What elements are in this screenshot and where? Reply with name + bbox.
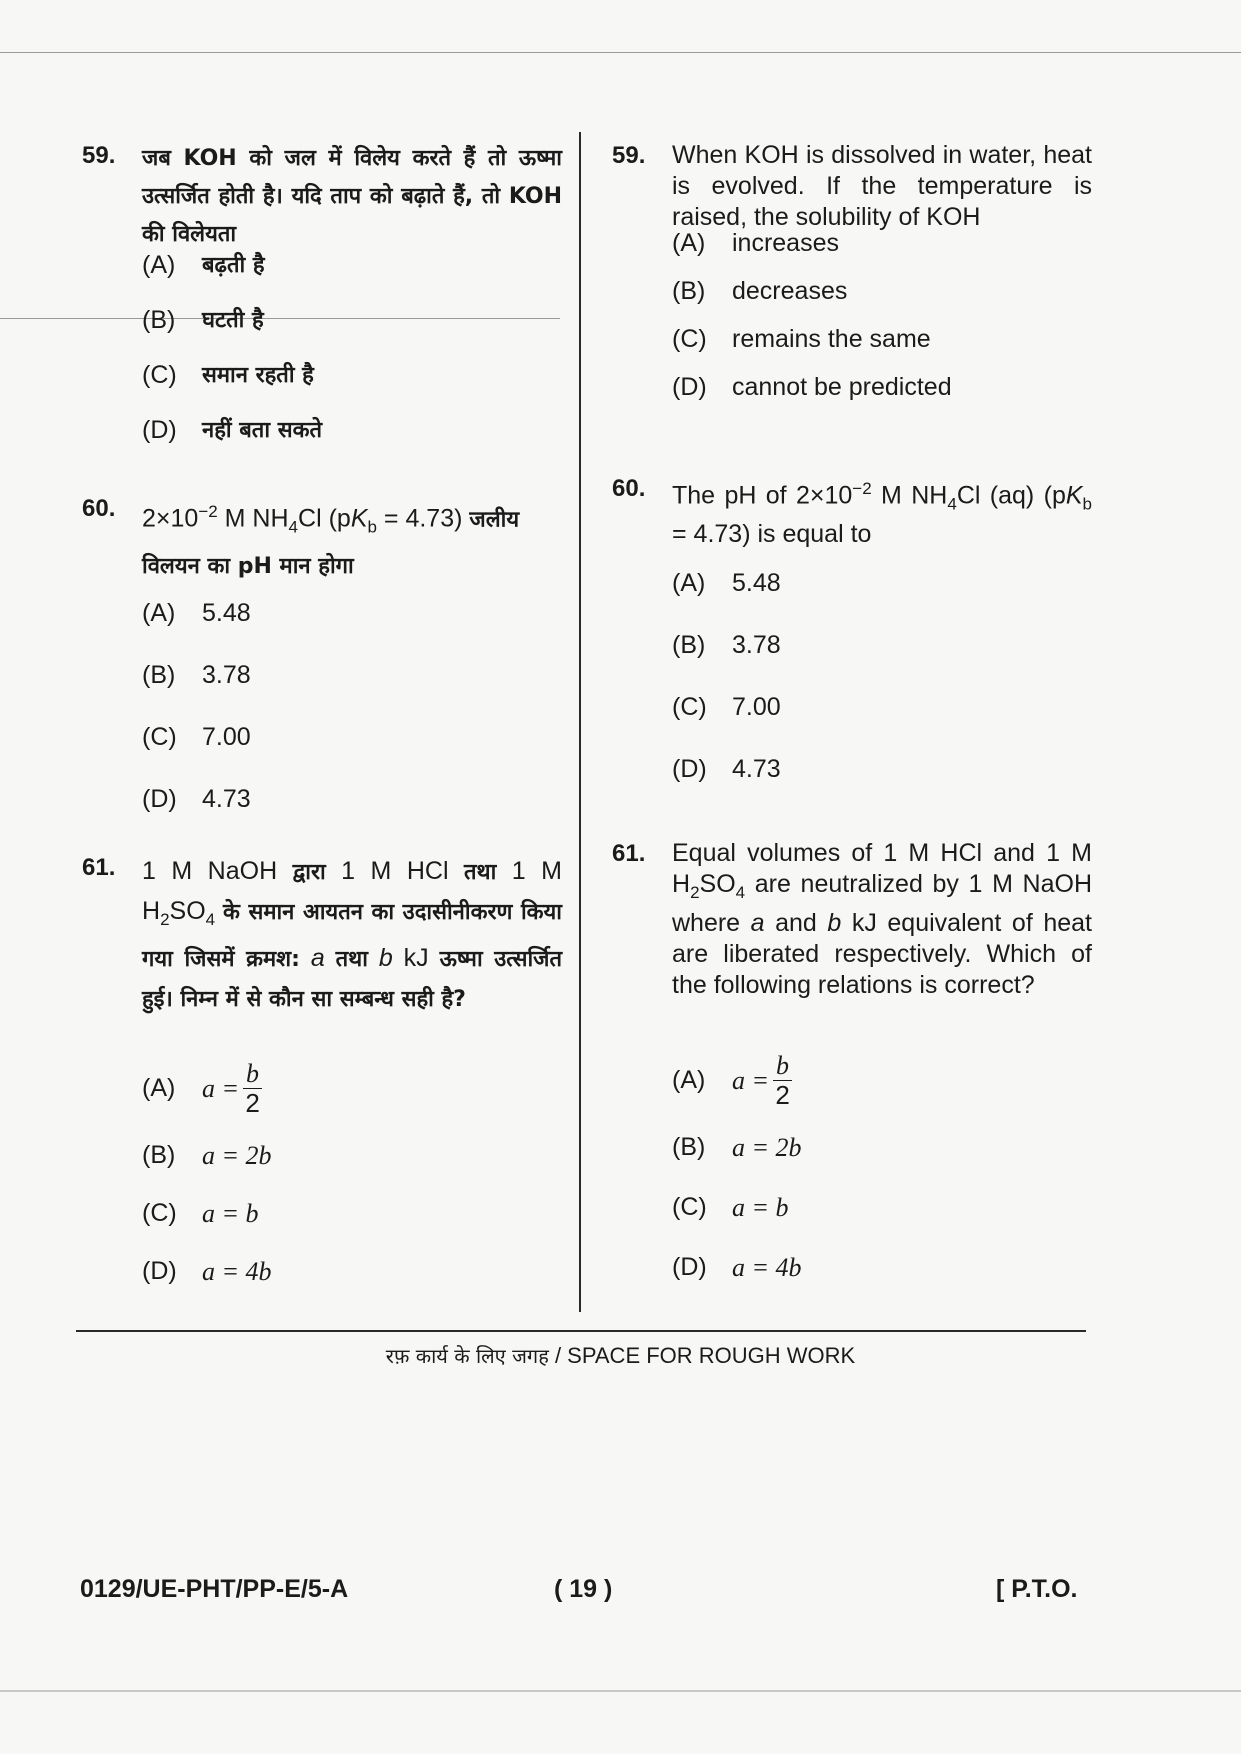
question-number: 59. bbox=[612, 142, 646, 169]
question-number: 60. bbox=[82, 495, 116, 522]
fraction: $\frac{b}{2}$ bbox=[243, 1060, 262, 1117]
pto-label: [ P.T.O. bbox=[996, 1575, 1078, 1603]
option-d[interactable]: (D) a = 4b bbox=[672, 1253, 802, 1282]
rough-work-separator bbox=[76, 1330, 1086, 1332]
option-c[interactable]: (C) 7.00 bbox=[672, 693, 781, 721]
question-text: The pH of $2\times 10^{-2}$ M $NH_4Cl$ (aq) $(pK_b = 4.73)$ is equal to bbox=[672, 479, 1093, 549]
option-d[interactable]: (D) 4.73 bbox=[672, 755, 781, 783]
question-text: 1 M NaOH द्वारा 1 M HCl तथा 1 M $H_2SO_4$ के समान आयतन का उदासीनीकरण किया गया जिसमें क्रमश: a तथा b kJ ऊष्मा उत्सर्जित हुई। निम्न में से कौन सा सम्बन्ध सही है? bbox=[142, 857, 563, 1012]
question-number: 60. bbox=[612, 475, 646, 502]
option-c[interactable]: (C) a = b bbox=[142, 1199, 259, 1228]
option-b[interactable]: (B) decreases bbox=[672, 277, 848, 305]
column-divider bbox=[579, 132, 581, 1312]
option-a[interactable]: (A) a = $\frac{b}{2}$ bbox=[142, 1060, 262, 1117]
option-a[interactable]: (A) 5.48 bbox=[142, 599, 251, 627]
question-59-hindi bbox=[82, 140, 562, 254]
option-d[interactable]: (D) नहीं बता सकते bbox=[142, 416, 323, 444]
scan-artifact-line bbox=[0, 52, 1241, 53]
option-b[interactable]: (B) a = 2b bbox=[142, 1141, 272, 1170]
option-b[interactable]: (B) a = 2b bbox=[672, 1133, 802, 1162]
question-61-english bbox=[612, 838, 1092, 1001]
paper-code: 0129/UE-PHT/PP-E/5-A bbox=[80, 1575, 349, 1603]
option-a[interactable]: (A) a = $\frac{b}{2}$ bbox=[672, 1052, 792, 1109]
fraction: $\frac{b}{2}$ bbox=[773, 1052, 792, 1109]
page-number: ( 19 ) bbox=[554, 1575, 613, 1603]
question-61-hindi bbox=[82, 852, 562, 1019]
rough-work-label: रफ़ कार्य के लिए जगह / SPACE FOR ROUGH WORK bbox=[385, 1343, 856, 1368]
option-d[interactable]: (D) cannot be predicted bbox=[672, 373, 952, 401]
option-c[interactable]: (C) समान रहती है bbox=[142, 361, 314, 389]
question-text: $2\times 10^{-2}$ M $NH_4Cl$ $(pK_b = 4.73)$ जलीय विलयन का pH मान होगा bbox=[142, 502, 520, 580]
option-a[interactable]: (A) increases bbox=[672, 229, 839, 257]
option-b[interactable]: (B) 3.78 bbox=[672, 631, 781, 659]
option-d[interactable]: (D) a = 4b bbox=[142, 1257, 272, 1286]
question-60-hindi bbox=[82, 493, 562, 586]
option-d[interactable]: (D) 4.73 bbox=[142, 785, 251, 813]
scan-artifact-line bbox=[0, 1690, 1241, 1692]
option-b[interactable]: (B) 3.78 bbox=[142, 661, 251, 689]
question-text: जब KOH को जल में विलेय करते हैं तो ऊष्मा उत्सर्जित होती है। यदि ताप को बढ़ाते हैं, तो KOH की विलेयता bbox=[142, 146, 562, 247]
question-number: 61. bbox=[82, 854, 116, 881]
option-b[interactable]: (B) घटती है bbox=[142, 306, 264, 334]
option-c[interactable]: (C) a = b bbox=[672, 1193, 789, 1222]
question-text: When KOH is dissolved in water, heat is evolved. If the temperature is raised, the solubility of KOH bbox=[672, 141, 1092, 231]
question-59-english bbox=[612, 140, 1092, 233]
question-60-english bbox=[612, 473, 1092, 550]
scan-artifact-line bbox=[0, 318, 560, 319]
question-text: Equal volumes of 1 M HCl and 1 M $H_2SO_4$ are neutralized by 1 M NaOH where a and b kJ equivalent of heat are liberated respectively. Which of the following relations is correct? bbox=[672, 839, 1092, 999]
question-number: 61. bbox=[612, 840, 646, 867]
option-c[interactable]: (C) 7.00 bbox=[142, 723, 251, 751]
option-a[interactable]: (A) बढ़ती है bbox=[142, 251, 265, 279]
option-c[interactable]: (C) remains the same bbox=[672, 325, 931, 353]
question-number: 59. bbox=[82, 142, 116, 169]
option-a[interactable]: (A) 5.48 bbox=[672, 569, 781, 597]
